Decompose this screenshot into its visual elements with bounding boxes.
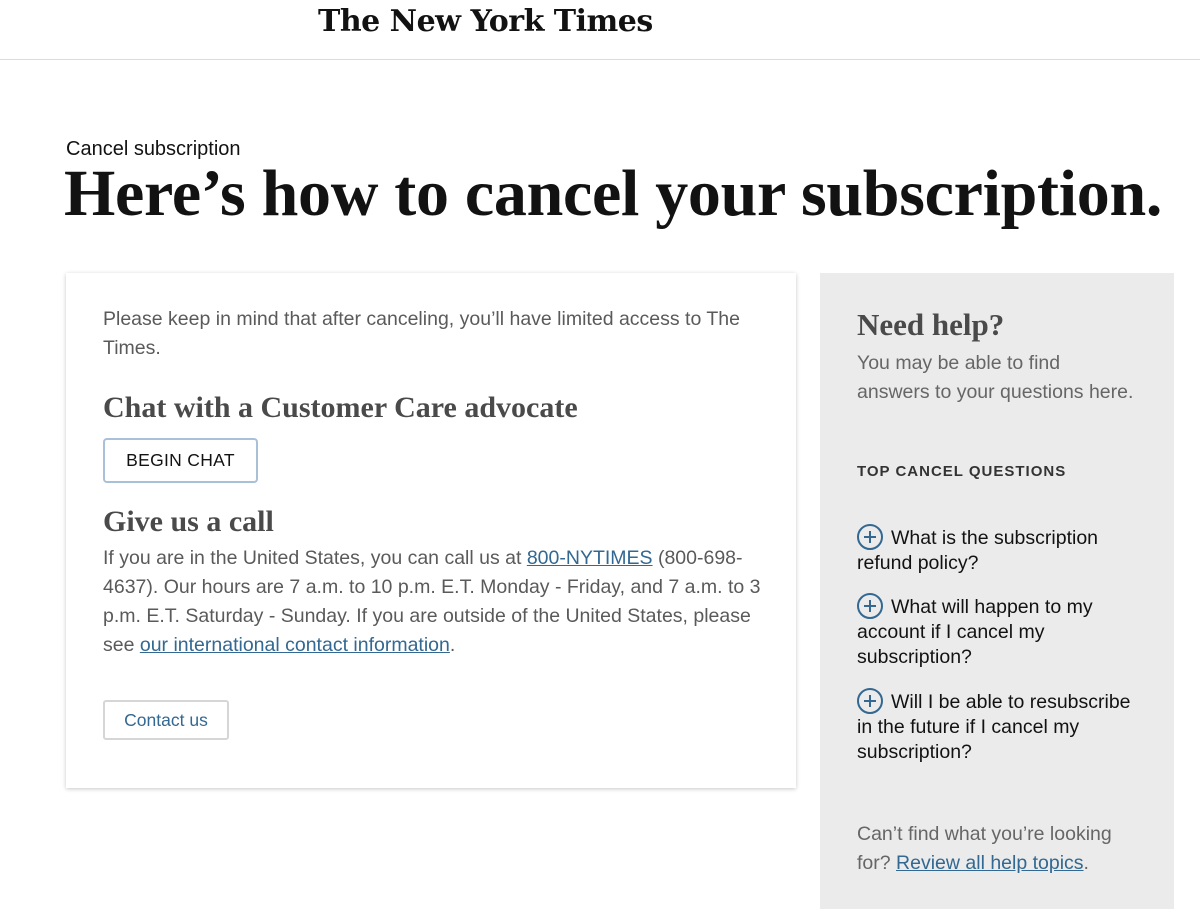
page-eyebrow: Cancel subscription — [66, 138, 241, 160]
faq-item-resubscribe[interactable] — [857, 688, 1137, 765]
international-contact-link[interactable]: our international contact information — [139, 634, 450, 656]
help-footer-text: Can’t find what you’re looking for? Review all help topics. — [857, 823, 1112, 874]
faq-item-account-after-cancel[interactable] — [857, 593, 1137, 670]
call-info-text: If you are in the United States, you can call us at 800-NYTIMES (800-698-4637). Our hours are 7 a.m. to 10 p.m. E.T. Monday - Friday, and 7 a.m. to 3 p.m. E.T. Saturday - Sunday. If you are outside of the United States, please see our international contact information. — [103, 547, 761, 656]
help-sidebar — [820, 273, 1174, 909]
phone-link[interactable]: 800-NYTIMES — [526, 547, 653, 569]
faq-item-refund-policy[interactable] — [857, 524, 1137, 576]
begin-chat-button[interactable]: BEGIN CHAT — [103, 438, 258, 483]
help-subtitle: You may be able to find answers to your questions here. — [857, 352, 1134, 403]
plus-circle-icon[interactable] — [857, 593, 883, 619]
plus-circle-icon[interactable] — [857, 688, 883, 714]
help-title: Need help? — [857, 307, 1005, 342]
faq-question-label: What is the subscription refund policy? — [857, 527, 1099, 574]
top-questions-label: TOP CANCEL QUESTIONS — [857, 463, 1067, 480]
site-header — [0, 0, 1200, 60]
nyt-logo[interactable]: The New York Times — [318, 4, 653, 39]
review-help-topics-link[interactable]: Review all help topics — [896, 852, 1084, 874]
contact-us-button[interactable]: Contact us — [103, 700, 229, 740]
call-heading: Give us a call — [103, 505, 274, 538]
cancel-options-card — [66, 273, 796, 788]
plus-circle-icon[interactable] — [857, 524, 883, 550]
faq-question-label: What will happen to my account if I cancel my subscription? — [857, 596, 1093, 668]
cancel-intro-text: Please keep in mind that after canceling, you’ll have limited access to The Times. — [103, 308, 740, 359]
faq-question-label: Will I be able to resubscribe in the future if I cancel my subscription? — [857, 691, 1131, 763]
page-title: Here’s how to cancel your subscription. — [64, 157, 1163, 230]
chat-heading: Chat with a Customer Care advocate — [103, 391, 578, 424]
